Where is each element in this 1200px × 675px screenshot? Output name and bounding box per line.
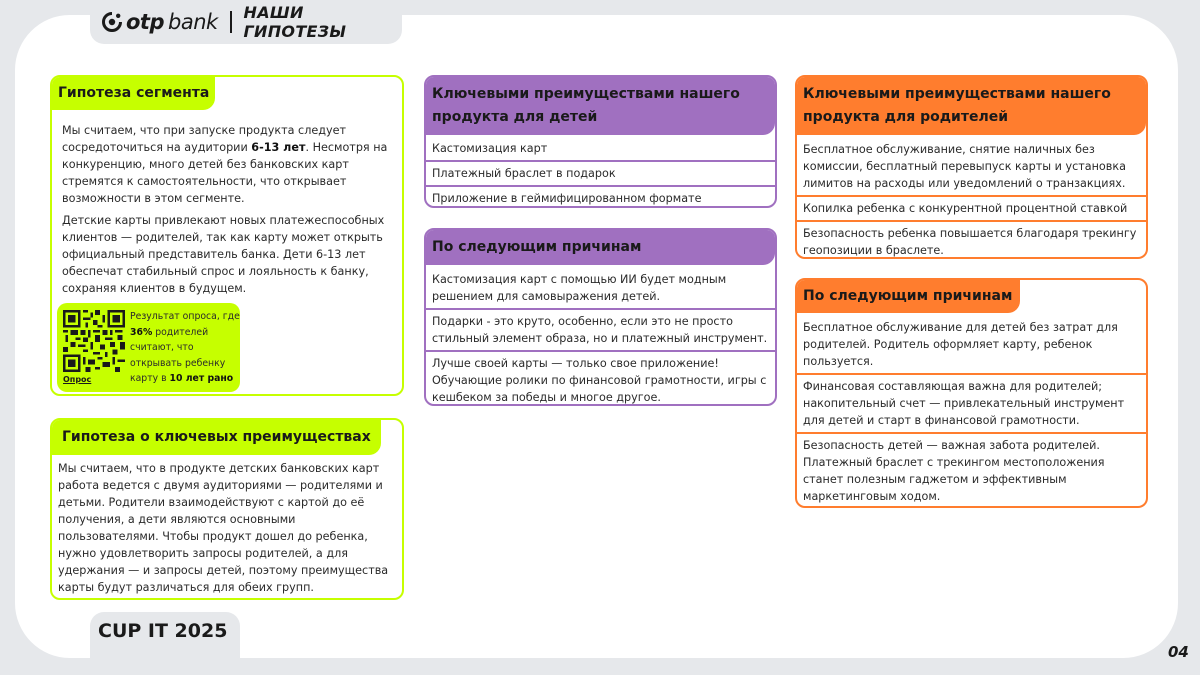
paragraph: Детские карты привлекают новых платежеспособных клиентов — родителей, так как карту может открыть официальный представитель банка. Дети 6-13 лет обеспечат стабильный спрос и лояльность к банку, сохраняя клиентов в будущем.: [62, 214, 385, 295]
list-item: Кастомизация карт с помощью ИИ будет модным решением для самовыражения детей.: [432, 273, 727, 303]
list-item: Подарки - это круто, особенно, если это не просто стильный элемент образа, но и платежный инструмент.: [426, 308, 775, 350]
event-tab: CUP IT 2025: [90, 612, 240, 675]
card-body: Мы считаем, что в продукте детских банковских карт работа ведется с двумя аудиториями — родителями и детьми. Родители взаимодействуют с картой до её получения, а дети являются основными пользователями. Чтобы продукт дошел до ребенка, нужно удовлетворить запросы родителей, а для удержания — и запросы детей, поэтому преимущества карты будут различаться для обеих групп.: [58, 462, 389, 594]
list-item: Финансовая составляющая важна для родителей; накопительный счет — привлекательный инструмент для детей и старт в финансовой грамотности.: [797, 373, 1146, 432]
advantages-list: [797, 135, 1146, 259]
qr-code-icon[interactable]: [63, 310, 125, 372]
card-body: [52, 110, 402, 297]
advantages-list: [426, 135, 775, 208]
card-title: Гипотеза о ключевых преимуществах: [52, 420, 381, 455]
kids-reasons-card: [424, 228, 777, 406]
header-tab: [90, 0, 402, 44]
list-item: Кастомизация карт: [432, 142, 548, 155]
survey-callout: [57, 303, 240, 392]
survey-link[interactable]: Опрос: [63, 375, 92, 384]
otp-logo-icon: [102, 12, 122, 32]
list-item: Платежный браслет в подарок: [426, 160, 775, 185]
card-title: По следующим причинам: [426, 230, 775, 265]
segment-hypothesis-card: [50, 75, 404, 396]
reasons-list: [426, 265, 775, 406]
section-title: НАШИ ГИПОТЕЗЫ: [243, 3, 347, 41]
card-title: Ключевыми преимуществами нашего продукта для детей: [426, 77, 775, 135]
otp-bank-logo: [102, 10, 218, 34]
brand-otp: otp: [126, 10, 164, 34]
advantages-hypothesis-card: [50, 418, 404, 600]
list-item: Копилка ребенка с конкурентной процентной ставкой: [797, 195, 1146, 220]
card-title: По следующим причинам: [797, 280, 1020, 313]
header-divider: [230, 11, 232, 33]
card-title: Ключевыми преимуществами нашего продукта для родителей: [797, 77, 1146, 135]
list-item: Лучше своей карты — только свое приложение! Обучающие ролики по финансовой грамотности, игры с кешбеком за победы и многое другое.: [426, 350, 775, 406]
brand-bank: bank: [168, 10, 218, 34]
reasons-list: [797, 313, 1146, 508]
kids-advantages-card: [424, 75, 777, 208]
page-number: 04: [1168, 643, 1189, 661]
parents-advantages-card: [795, 75, 1148, 259]
parents-reasons-card: [795, 278, 1148, 508]
list-item: Бесплатное обслуживание для детей без затрат для родителей. Родитель оформляет карту, ребенок пользуется.: [803, 321, 1118, 368]
survey-result-text: Результат опроса, где 36% родителей считают, что открывать ребенку карту в 10 лет рано: [130, 311, 240, 384]
list-item: Безопасность ребенка повышается благодаря трекингу геопозиции в браслете.: [797, 220, 1146, 259]
list-item: Бесплатное обслуживание, снятие наличных без комиссии, бесплатный перевыпуск карты и установка лимитов на расходы или уведомлений о транзакциях.: [803, 143, 1126, 190]
list-item: Приложение в геймифицированном формате: [426, 185, 775, 208]
list-item: Безопасность детей — важная забота родителей. Платежный браслет с трекингом местоположения станет полезным гаджетом и эффективным маркетинговым ходом.: [797, 432, 1146, 508]
card-title: Гипотеза сегмента: [52, 77, 215, 110]
paragraph: Мы считаем, что при запуске продукта следует сосредоточиться на аудитории 6-13 лет. Несмотря на конкуренцию, много детей без банковских карт стремятся к самостоятельности, что открывает возможности в этом сегменте.: [62, 124, 388, 205]
